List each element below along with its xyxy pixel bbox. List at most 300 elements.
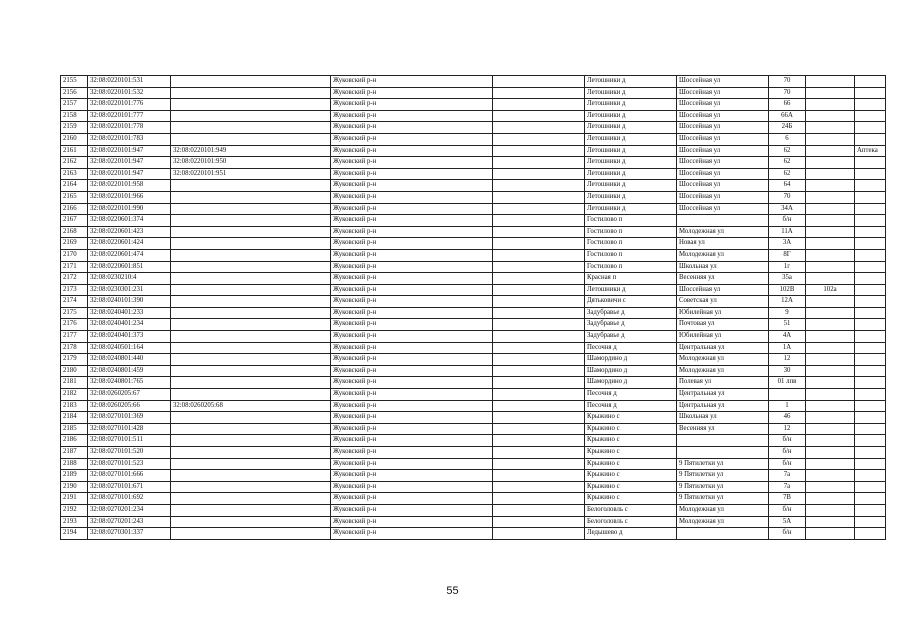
table-cell: 2157 (61, 99, 88, 111)
table-row (61, 319, 886, 331)
table-cell: Молодежная ул (677, 516, 769, 528)
table-cell: 32:08:0220101:531 (88, 76, 171, 88)
table-cell: 32:08:0220101:776 (88, 99, 171, 111)
table-cell (171, 377, 331, 389)
table-cell (855, 504, 886, 516)
table-cell (677, 435, 769, 447)
table-cell (171, 273, 331, 285)
table-cell: Крыжино с (585, 447, 677, 459)
table-row (61, 203, 886, 215)
table-cell: Шоссейная ул (677, 110, 769, 122)
table-cell: 2169 (61, 238, 88, 250)
table-cell: б/н (769, 435, 806, 447)
table-cell: 32:08:0220601:374 (88, 215, 171, 227)
table-cell (171, 284, 331, 296)
table-row (61, 249, 886, 261)
table-cell (855, 493, 886, 505)
table-cell: 2158 (61, 110, 88, 122)
table-cell: 1А (769, 342, 806, 354)
table-cell (855, 377, 886, 389)
table-cell: 32:08:0240401:233 (88, 307, 171, 319)
table-cell: 66А (769, 110, 806, 122)
table-cell (806, 110, 855, 122)
table-cell (171, 191, 331, 203)
table-cell: 32:08:0230210:4 (88, 273, 171, 285)
table-cell (677, 528, 769, 540)
table-cell (493, 447, 585, 459)
table-cell (493, 99, 585, 111)
table-cell: Жуковский р-н (331, 504, 493, 516)
table-cell (171, 504, 331, 516)
table-row (61, 180, 886, 192)
table-cell (493, 273, 585, 285)
table-cell: Жуковский р-н (331, 249, 493, 261)
table-cell: 32:08:0270301:337 (88, 528, 171, 540)
table-cell (855, 284, 886, 296)
table-cell (855, 400, 886, 412)
table-cell (806, 122, 855, 134)
table-cell: Жуковский р-н (331, 365, 493, 377)
table-cell (171, 481, 331, 493)
table-cell: Жуковский р-н (331, 342, 493, 354)
table-cell (171, 122, 331, 134)
table-cell (806, 168, 855, 180)
table-cell (171, 249, 331, 261)
table-cell (806, 145, 855, 157)
table-cell: 32:08:0220101:947 (88, 168, 171, 180)
table-cell: Новая ул (677, 238, 769, 250)
table-cell: 4А (769, 331, 806, 343)
table-cell: Молодежная ул (677, 504, 769, 516)
table-cell (806, 307, 855, 319)
table-cell: 2163 (61, 168, 88, 180)
table-cell (493, 412, 585, 424)
table-row (61, 435, 886, 447)
table-cell (677, 215, 769, 227)
table-cell: Песочня д (585, 400, 677, 412)
table-cell: 24Б (769, 122, 806, 134)
parcels-table-body (61, 76, 886, 540)
table-cell: Крыжино с (585, 458, 677, 470)
table-cell: Песочня д (585, 342, 677, 354)
table-cell: 32:08:0240501:164 (88, 342, 171, 354)
table-cell (171, 307, 331, 319)
table-cell (806, 481, 855, 493)
table-cell (855, 481, 886, 493)
table-cell: 32:08:0220601:424 (88, 238, 171, 250)
table-cell (806, 354, 855, 366)
table-row (61, 168, 886, 180)
table-cell (171, 87, 331, 99)
table-cell (855, 296, 886, 308)
table-cell (855, 423, 886, 435)
table-cell (806, 435, 855, 447)
table-cell: Весенняя ул (677, 273, 769, 285)
table-cell: Центральная ул (677, 342, 769, 354)
table-cell: Школьная ул (677, 412, 769, 424)
table-cell (855, 389, 886, 401)
table-cell: Гостилово п (585, 261, 677, 273)
table-row (61, 354, 886, 366)
table-cell (493, 389, 585, 401)
table-row (61, 133, 886, 145)
table-row (61, 110, 886, 122)
table-cell (855, 307, 886, 319)
table-cell: 2187 (61, 447, 88, 459)
table-cell: Жуковский р-н (331, 261, 493, 273)
table-cell: Летошники д (585, 180, 677, 192)
table-cell (493, 145, 585, 157)
table-cell (855, 157, 886, 169)
table-cell (855, 168, 886, 180)
table-cell: 2165 (61, 191, 88, 203)
table-cell: 32:08:0220601:474 (88, 249, 171, 261)
table-cell (171, 528, 331, 540)
table-cell: Жуковский р-н (331, 110, 493, 122)
table-cell: Жуковский р-н (331, 238, 493, 250)
table-row (61, 423, 886, 435)
table-cell (493, 157, 585, 169)
table-cell (855, 319, 886, 331)
table-cell: 2172 (61, 273, 88, 285)
table-cell: Шоссейная ул (677, 157, 769, 169)
table-row (61, 470, 886, 482)
table-cell: 3А (769, 238, 806, 250)
table-cell (806, 412, 855, 424)
table-cell: 2156 (61, 87, 88, 99)
table-cell (171, 238, 331, 250)
table-cell: 32:08:0230301:231 (88, 284, 171, 296)
table-cell: 2177 (61, 331, 88, 343)
table-cell: Гостилово п (585, 226, 677, 238)
table-cell (171, 203, 331, 215)
table-cell: 32:08:0240801:459 (88, 365, 171, 377)
table-row (61, 447, 886, 459)
table-cell: Задубравье д (585, 307, 677, 319)
table-cell: Жуковский р-н (331, 458, 493, 470)
table-cell: 8Г (769, 249, 806, 261)
table-cell: 2189 (61, 470, 88, 482)
table-cell: Жуковский р-н (331, 412, 493, 424)
table-row (61, 191, 886, 203)
table-cell: Шоссейная ул (677, 87, 769, 99)
table-cell: 2160 (61, 133, 88, 145)
table-cell: Юбилейная ул (677, 331, 769, 343)
table-cell: Жуковский р-н (331, 168, 493, 180)
table-cell: Молодежная ул (677, 365, 769, 377)
table-cell (855, 458, 886, 470)
table-cell (171, 296, 331, 308)
table-cell (806, 342, 855, 354)
table-cell: Жуковский р-н (331, 215, 493, 227)
table-cell (677, 447, 769, 459)
table-cell (855, 261, 886, 273)
table-cell: Белоголовль с (585, 504, 677, 516)
table-cell: 2180 (61, 365, 88, 377)
table-cell (806, 516, 855, 528)
table-cell (171, 458, 331, 470)
table-cell (493, 435, 585, 447)
table-cell (493, 470, 585, 482)
table-cell: 1 (769, 400, 806, 412)
table-cell (493, 261, 585, 273)
table-cell (493, 331, 585, 343)
table-cell (855, 354, 886, 366)
table-cell: 2173 (61, 284, 88, 296)
table-cell: Школьная ул (677, 261, 769, 273)
table-cell: Почтовая ул (677, 319, 769, 331)
table-cell (855, 331, 886, 343)
table-cell: Шоссейная ул (677, 122, 769, 134)
table-cell (171, 133, 331, 145)
table-cell (806, 493, 855, 505)
table-row (61, 516, 886, 528)
table-cell (493, 110, 585, 122)
table-cell: 32:08:0220101:947 (88, 145, 171, 157)
table-cell: 2178 (61, 342, 88, 354)
table-cell: Жуковский р-н (331, 389, 493, 401)
table-cell (171, 76, 331, 88)
table-cell: 32:08:0270101:692 (88, 493, 171, 505)
table-cell (493, 238, 585, 250)
table-cell: Жуковский р-н (331, 180, 493, 192)
table-cell (493, 307, 585, 319)
table-cell (493, 203, 585, 215)
table-cell (806, 238, 855, 250)
table-cell: Жуковский р-н (331, 331, 493, 343)
table-cell: Жуковский р-н (331, 99, 493, 111)
table-cell: 32:08:0240101:390 (88, 296, 171, 308)
table-cell: 32:08:0270101:520 (88, 447, 171, 459)
table-cell: 2155 (61, 76, 88, 88)
table-cell (171, 180, 331, 192)
table-cell: 32:08:0260205:66 (88, 400, 171, 412)
table-cell (855, 447, 886, 459)
table-cell (806, 528, 855, 540)
table-cell: 12 (769, 354, 806, 366)
table-cell: Шоссейная ул (677, 76, 769, 88)
table-cell: Юбилейная ул (677, 307, 769, 319)
table-cell (806, 99, 855, 111)
table-cell: 32:08:0220601:851 (88, 261, 171, 273)
table-cell (806, 203, 855, 215)
table-cell: 32:08:0270101:671 (88, 481, 171, 493)
table-row (61, 296, 886, 308)
table-cell: 64 (769, 180, 806, 192)
table-cell (171, 354, 331, 366)
table-cell (806, 191, 855, 203)
table-cell: 2182 (61, 389, 88, 401)
table-cell: 2191 (61, 493, 88, 505)
table-cell: Жуковский р-н (331, 481, 493, 493)
table-cell: 32:08:0270101:369 (88, 412, 171, 424)
table-cell (493, 458, 585, 470)
table-cell: Шоссейная ул (677, 168, 769, 180)
table-cell: 62 (769, 168, 806, 180)
table-cell (493, 423, 585, 435)
table-cell (493, 122, 585, 134)
table-cell (806, 389, 855, 401)
table-cell: 32:08:0220101:783 (88, 133, 171, 145)
table-cell: б/н (769, 504, 806, 516)
table-cell: Шамордино д (585, 365, 677, 377)
table-cell: Летошники д (585, 284, 677, 296)
table-cell: 7а (769, 470, 806, 482)
table-cell: 32:08:0270201:243 (88, 516, 171, 528)
table-cell: 01 лпв (769, 377, 806, 389)
table-cell (493, 191, 585, 203)
table-cell (171, 342, 331, 354)
parcels-table (60, 75, 886, 540)
table-cell (171, 99, 331, 111)
table-cell: Жуковский р-н (331, 423, 493, 435)
table-cell: Жуковский р-н (331, 76, 493, 88)
table-cell: 32:08:0240401:373 (88, 331, 171, 343)
table-cell: 2161 (61, 145, 88, 157)
table-cell: 2179 (61, 354, 88, 366)
table-cell (855, 412, 886, 424)
table-cell (171, 215, 331, 227)
table-cell (806, 447, 855, 459)
table-cell (806, 400, 855, 412)
table-cell: Жуковский р-н (331, 447, 493, 459)
table-cell: 32:08:0220101:958 (88, 180, 171, 192)
table-cell: 70 (769, 191, 806, 203)
table-cell (171, 365, 331, 377)
table-cell: 32:08:0240401:234 (88, 319, 171, 331)
table-cell: 2194 (61, 528, 88, 540)
table-cell: Молодежная ул (677, 226, 769, 238)
table-cell: Жуковский р-н (331, 157, 493, 169)
table-cell: Задубравье д (585, 319, 677, 331)
table-cell: Жуковский р-н (331, 203, 493, 215)
table-cell: 9 Пятилетки ул (677, 470, 769, 482)
table-cell (855, 76, 886, 88)
table-cell: 32:08:0220101:947 (88, 157, 171, 169)
table-cell: 32:08:0260205:67 (88, 389, 171, 401)
table-cell: Шоссейная ул (677, 203, 769, 215)
table-cell (493, 342, 585, 354)
table-cell: 32:08:0220101:951 (171, 168, 331, 180)
table-cell: Шоссейная ул (677, 284, 769, 296)
table-cell: 2183 (61, 400, 88, 412)
table-cell (171, 435, 331, 447)
table-cell: Центральная ул (677, 400, 769, 412)
table-cell (855, 99, 886, 111)
table-row (61, 76, 886, 88)
table-cell: 2192 (61, 504, 88, 516)
table-cell: Жуковский р-н (331, 307, 493, 319)
table-cell: Жуковский р-н (331, 528, 493, 540)
table-cell: 70 (769, 76, 806, 88)
table-cell: 32:08:0240801:440 (88, 354, 171, 366)
table-cell (855, 342, 886, 354)
table-cell: Крыжино с (585, 412, 677, 424)
table-cell: Летошники д (585, 87, 677, 99)
table-cell: Шоссейная ул (677, 133, 769, 145)
table-cell (806, 504, 855, 516)
table-cell: 2170 (61, 249, 88, 261)
table-cell: Молодежная ул (677, 249, 769, 261)
table-cell (855, 516, 886, 528)
table-cell: Шамордино д (585, 377, 677, 389)
table-cell: 2190 (61, 481, 88, 493)
table-cell (171, 331, 331, 343)
table-cell: 11А (769, 226, 806, 238)
table-cell: Крыжино с (585, 435, 677, 447)
table-cell: 2164 (61, 180, 88, 192)
table-cell: 12 (769, 423, 806, 435)
table-cell: 62 (769, 145, 806, 157)
table-row (61, 493, 886, 505)
table-cell: б/н (769, 528, 806, 540)
table-cell: Песочня д (585, 389, 677, 401)
table-cell: Гостилово п (585, 238, 677, 250)
table-row (61, 400, 886, 412)
table-cell (806, 249, 855, 261)
table-cell: Полевая ул (677, 377, 769, 389)
table-cell: 102В (769, 284, 806, 296)
table-row (61, 412, 886, 424)
table-cell: Жуковский р-н (331, 284, 493, 296)
table-cell: 2184 (61, 412, 88, 424)
table-row (61, 365, 886, 377)
table-cell: 12А (769, 296, 806, 308)
table-cell: Крыжино с (585, 493, 677, 505)
table-row (61, 481, 886, 493)
table-cell: 2166 (61, 203, 88, 215)
table-cell: Жуковский р-н (331, 191, 493, 203)
table-cell: Летошники д (585, 157, 677, 169)
table-cell: Летошники д (585, 76, 677, 88)
table-row (61, 122, 886, 134)
table-cell: Летошники д (585, 110, 677, 122)
table-cell: Аптека (855, 145, 886, 157)
table-cell (769, 389, 806, 401)
table-cell: Дятьковичи с (585, 296, 677, 308)
table-cell (493, 296, 585, 308)
table-row (61, 504, 886, 516)
table-row (61, 377, 886, 389)
table-cell: Летошники д (585, 145, 677, 157)
table-cell: 7а (769, 481, 806, 493)
table-cell: 32:08:0220101:532 (88, 87, 171, 99)
table-cell: 32:08:0220101:990 (88, 203, 171, 215)
table-cell (855, 180, 886, 192)
table-cell (806, 87, 855, 99)
table-cell: Крыжино с (585, 423, 677, 435)
table-cell: Жуковский р-н (331, 273, 493, 285)
table-cell: 1г (769, 261, 806, 273)
table-cell: 2168 (61, 226, 88, 238)
table-cell (171, 110, 331, 122)
table-cell: 2193 (61, 516, 88, 528)
table-cell: Белоголовль с (585, 516, 677, 528)
table-row (61, 331, 886, 343)
table-cell (806, 470, 855, 482)
table-cell: Крыжино с (585, 481, 677, 493)
table-cell (493, 249, 585, 261)
table-cell (493, 180, 585, 192)
table-cell: Летошники д (585, 191, 677, 203)
table-cell: 7В (769, 493, 806, 505)
table-cell: Жуковский р-н (331, 435, 493, 447)
table-cell: Гостилово п (585, 215, 677, 227)
table-cell (171, 470, 331, 482)
table-cell (493, 354, 585, 366)
table-cell: 32:08:0270101:523 (88, 458, 171, 470)
table-cell (493, 400, 585, 412)
